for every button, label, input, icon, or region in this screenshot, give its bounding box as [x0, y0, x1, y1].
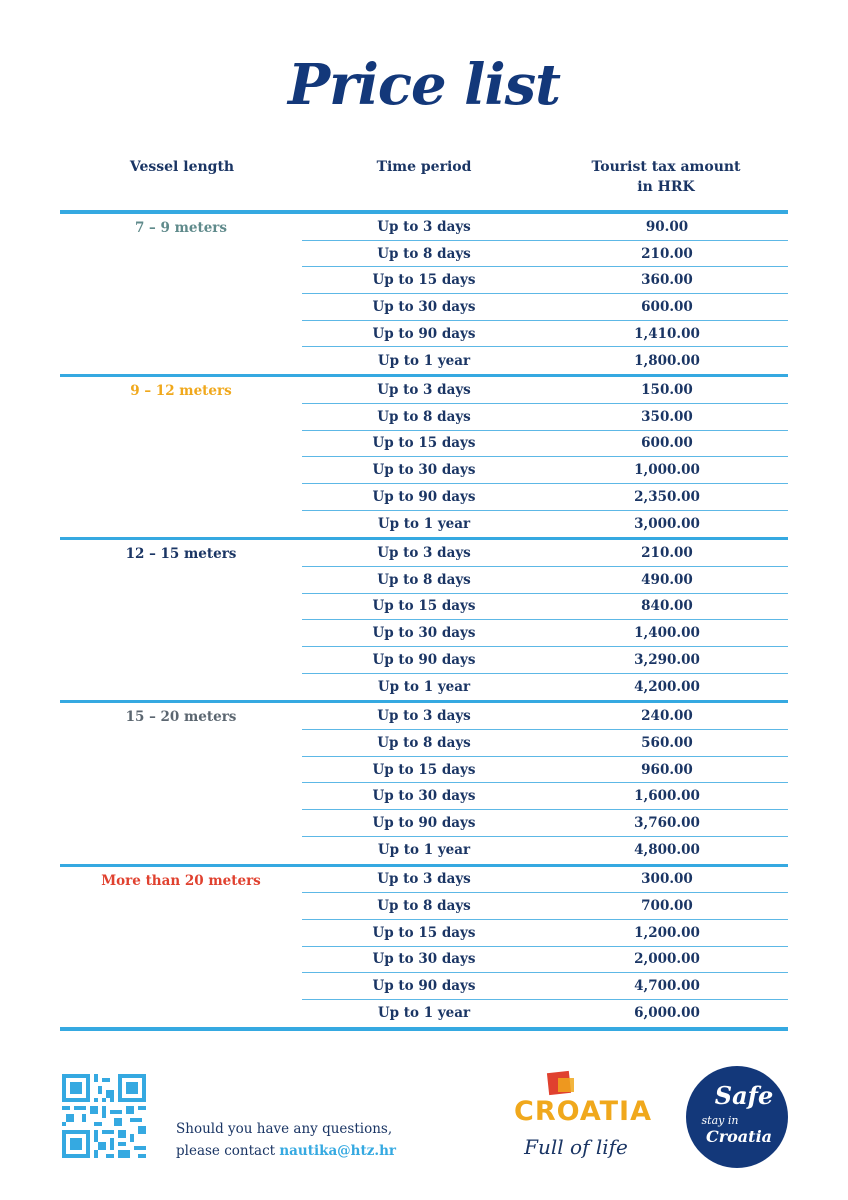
time-period-cell: Up to 3 days — [377, 708, 471, 725]
time-period-cell: Up to 15 days — [372, 761, 476, 778]
tax-amount-cell: 2,000.00 — [634, 951, 700, 968]
header-tax-amount-line1: Tourist tax amount — [591, 159, 741, 175]
vessel-group — [60, 214, 788, 374]
table-bottom-divider — [60, 1027, 788, 1031]
table-row — [302, 511, 788, 538]
vessel-length-label: More than 20 meters — [101, 872, 261, 889]
tax-amount-cell: 90.00 — [645, 218, 689, 235]
time-period-cell: Up to 30 days — [372, 788, 476, 805]
time-period-cell: Up to 90 days — [372, 488, 476, 505]
time-period-cell: Up to 15 days — [372, 272, 476, 289]
tax-amount-cell: 6,000.00 — [634, 1005, 700, 1022]
time-period-cell: Up to 1 year — [377, 515, 471, 532]
time-period-cell: Up to 30 days — [372, 625, 476, 642]
table-row — [302, 703, 788, 730]
tax-amount-cell: 3,000.00 — [634, 515, 700, 532]
tax-amount-cell: 1,600.00 — [634, 788, 700, 805]
contact-text — [176, 1118, 396, 1162]
table-row — [302, 837, 788, 864]
time-period-cell: Up to 15 days — [372, 924, 476, 941]
header-tax-amount-line2: in HRK — [637, 179, 695, 195]
contact-email-link[interactable]: nautika@htz.hr — [279, 1143, 397, 1159]
qr-code — [62, 1074, 146, 1158]
header-vessel-length: Vessel length — [129, 159, 235, 175]
tax-amount-cell: 3,760.00 — [634, 814, 700, 831]
tax-amount-cell: 360.00 — [641, 272, 693, 289]
table-row — [302, 267, 788, 294]
table-row — [302, 620, 788, 647]
tax-amount-cell: 1,400.00 — [634, 625, 700, 642]
table-row — [302, 973, 788, 1000]
table-row — [302, 920, 788, 947]
contact-line2 — [176, 1140, 396, 1162]
time-period-cell: Up to 8 days — [377, 408, 471, 425]
time-period-cell: Up to 30 days — [372, 298, 476, 315]
table-row — [302, 377, 788, 404]
tax-amount-cell: 560.00 — [641, 734, 693, 751]
price-table — [60, 210, 788, 1031]
tax-amount-cell: 840.00 — [641, 598, 693, 615]
tax-amount-cell: 240.00 — [641, 708, 693, 725]
header-tax-amount — [566, 157, 766, 197]
period-rows — [302, 703, 788, 863]
time-period-cell: Up to 30 days — [372, 951, 476, 968]
time-period-cell: Up to 1 year — [377, 842, 471, 859]
table-row — [302, 241, 788, 268]
croatia-logo — [508, 1068, 658, 1168]
tax-amount-cell: 1,410.00 — [634, 325, 700, 342]
time-period-cell: Up to 90 days — [372, 651, 476, 668]
time-period-cell: Up to 3 days — [377, 381, 471, 398]
time-period-cell: Up to 15 days — [372, 435, 476, 452]
safe-stay-in-croatia-badge — [684, 1064, 790, 1170]
tax-amount-cell: 210.00 — [641, 545, 693, 562]
tax-amount-cell: 210.00 — [641, 245, 693, 262]
vessel-group — [60, 703, 788, 863]
table-row — [302, 783, 788, 810]
time-period-cell: Up to 15 days — [372, 598, 476, 615]
tax-amount-cell: 350.00 — [641, 408, 693, 425]
vessel-length-label: 12 – 15 meters — [125, 546, 237, 563]
time-period-cell: Up to 3 days — [377, 218, 471, 235]
time-period-cell: Up to 1 year — [377, 352, 471, 369]
vessel-length-label: 7 – 9 meters — [134, 220, 228, 236]
time-period-cell: Up to 1 year — [377, 679, 471, 696]
tax-amount-cell: 4,200.00 — [634, 679, 700, 696]
safe-badge-sub2: Croatia — [705, 1127, 773, 1146]
table-row — [302, 567, 788, 594]
table-row — [302, 347, 788, 374]
table-row — [302, 214, 788, 241]
table-row — [302, 867, 788, 894]
tax-amount-cell: 490.00 — [641, 571, 693, 588]
table-row — [302, 757, 788, 784]
time-period-cell: Up to 3 days — [377, 871, 471, 888]
contact-line1: Should you have any questions, — [176, 1121, 393, 1137]
vessel-group — [60, 540, 788, 700]
tax-amount-cell: 3,290.00 — [634, 651, 700, 668]
table-row — [302, 947, 788, 974]
table-row — [302, 540, 788, 567]
croatia-logo-tagline: Full of life — [524, 1135, 628, 1159]
tax-amount-cell: 700.00 — [641, 898, 693, 915]
croatia-logo-word: CROATIA — [514, 1096, 652, 1127]
table-row — [302, 730, 788, 757]
tax-amount-cell: 1,000.00 — [634, 462, 700, 479]
header-time-period: Time period — [376, 159, 472, 175]
vessel-length-label: 15 – 20 meters — [125, 709, 237, 726]
tax-amount-cell: 150.00 — [641, 381, 693, 398]
tax-amount-cell: 1,200.00 — [634, 924, 700, 941]
vessel-length-label: 9 – 12 meters — [130, 383, 232, 400]
safe-badge-word: Safe — [714, 1081, 774, 1110]
tax-amount-cell: 1,800.00 — [634, 352, 700, 369]
tax-amount-cell: 600.00 — [641, 298, 693, 315]
table-row — [302, 810, 788, 837]
period-rows — [302, 540, 788, 700]
page-title: Price list — [287, 52, 561, 118]
time-period-cell: Up to 8 days — [377, 898, 471, 915]
time-period-cell: Up to 90 days — [372, 814, 476, 831]
time-period-cell: Up to 90 days — [372, 325, 476, 342]
table-row — [302, 457, 788, 484]
table-row — [302, 431, 788, 458]
time-period-cell: Up to 8 days — [377, 245, 471, 262]
tax-amount-cell: 960.00 — [641, 761, 693, 778]
table-row — [302, 594, 788, 621]
table-row — [302, 294, 788, 321]
period-rows — [302, 214, 788, 374]
time-period-cell: Up to 8 days — [377, 571, 471, 588]
table-row — [302, 484, 788, 511]
tax-amount-cell: 2,350.00 — [634, 488, 700, 505]
contact-prefix: please contact — [176, 1143, 280, 1159]
table-row — [302, 893, 788, 920]
tax-amount-cell: 4,700.00 — [634, 978, 700, 995]
time-period-cell: Up to 90 days — [372, 978, 476, 995]
table-row — [302, 674, 788, 701]
safe-badge-sub1: stay in — [701, 1114, 739, 1127]
period-rows — [302, 867, 788, 1027]
tax-amount-cell: 600.00 — [641, 435, 693, 452]
tax-amount-cell: 300.00 — [641, 871, 693, 888]
table-row — [302, 647, 788, 674]
table-row — [302, 404, 788, 431]
table-row — [302, 1000, 788, 1027]
vessel-group — [60, 867, 788, 1027]
time-period-cell: Up to 3 days — [377, 545, 471, 562]
time-period-cell: Up to 1 year — [377, 1005, 471, 1022]
time-period-cell: Up to 8 days — [377, 734, 471, 751]
table-row — [302, 321, 788, 348]
vessel-group — [60, 377, 788, 537]
period-rows — [302, 377, 788, 537]
time-period-cell: Up to 30 days — [372, 462, 476, 479]
tax-amount-cell: 4,800.00 — [634, 842, 700, 859]
